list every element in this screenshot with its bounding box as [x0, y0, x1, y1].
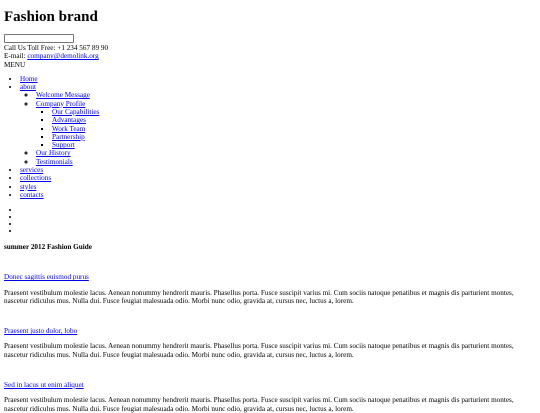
nav-link-about[interactable]: about [20, 83, 36, 92]
nav-item-company-profile [36, 100, 536, 150]
nav-item-contacts [20, 191, 536, 199]
nav-link-work-team[interactable]: Work Team [52, 124, 86, 133]
company-profile-submenu [36, 108, 536, 149]
nav-link-history[interactable]: Our History [36, 149, 71, 158]
nav-item-capabilities [52, 108, 536, 116]
post [4, 327, 536, 359]
email-label: E-mail: [4, 52, 28, 61]
nav-link-testimonials[interactable]: Testimonials [36, 157, 73, 166]
nav-link-partnership[interactable]: Partnership [52, 132, 85, 141]
nav-item-services [20, 166, 536, 174]
about-submenu [20, 91, 536, 166]
nav-link-capabilities[interactable]: Our Capabilities [52, 107, 100, 116]
post-title-link[interactable]: Praesent justo dolor, lobo [4, 327, 78, 336]
search-input[interactable] [4, 34, 74, 43]
nav-link-collections[interactable]: collections [20, 174, 52, 183]
nav-item-home [20, 75, 536, 83]
nav-item-about [20, 83, 536, 166]
site-title: Fashion brand [4, 9, 98, 25]
nav-item-collections [20, 174, 536, 182]
main-nav [4, 75, 536, 199]
nav-item-testimonials [36, 158, 536, 166]
nav-item-partnership [52, 133, 536, 141]
post-title-link[interactable]: Sed in lacus ut enim aliquet [4, 381, 84, 390]
email-line [4, 52, 536, 60]
nav-item-history [36, 149, 536, 157]
slider-dot[interactable] [20, 213, 536, 220]
nav-link-styles[interactable]: styles [20, 182, 37, 191]
nav-link-services[interactable]: services [20, 165, 44, 174]
slider-dot[interactable] [20, 227, 536, 234]
post-text: Praesent vestibulum molestie lacus. Aenean nonummy hendrerit mauris. Phasellus porta. Fusce suscipit varius mi. Cum sociis natoque penatibus et magnis dis parturient montes, nascetur ridiculus mus. Nulla dui. Fusce feugiat malesuada odio. Morbi nunc odio, gravida at, cursus nec, luctus a, lorem. [4, 288, 514, 305]
post-text: Praesent vestibulum molestie lacus. Aenean nonummy hendrerit mauris. Phasellus porta. Fusce suscipit varius mi. Cum sociis natoque penatibus et magnis dis parturient montes, nascetur ridiculus mus. Nulla dui. Fusce feugiat malesuada odio. Morbi nunc odio, gravida at, cursus nec, luctus a, lorem. [4, 342, 514, 359]
slider-dot[interactable] [20, 220, 536, 227]
email-link[interactable]: company@demolink.org [27, 52, 99, 61]
section-title: summer 2012 Fashion Guide [4, 243, 92, 252]
nav-link-advantages[interactable]: Advantages [52, 116, 86, 125]
post [4, 381, 536, 413]
nav-link-support[interactable]: Support [52, 141, 75, 150]
nav-item-styles [20, 183, 536, 191]
post-text: Praesent vestibulum molestie lacus. Aenean nonummy hendrerit mauris. Phasellus porta. Fusce suscipit varius mi. Cum sociis natoque penatibus et magnis dis parturient montes, nascetur ridiculus mus. Nulla dui. Fusce feugiat malesuada odio. Morbi nunc odio, gravida at, cursus nec, luctus a, lorem. [4, 396, 514, 413]
post-title-link[interactable]: Donec sagittis euismod purus [4, 273, 89, 282]
nav-link-home[interactable]: Home [20, 74, 38, 83]
nav-link-welcome[interactable]: Welcome Message [36, 91, 90, 100]
slider-pager [4, 206, 536, 236]
nav-item-advantages [52, 116, 536, 124]
nav-link-contacts[interactable]: contacts [20, 190, 44, 199]
nav-item-work-team [52, 125, 536, 133]
nav-item-welcome [36, 91, 536, 99]
nav-link-company-profile[interactable]: Company Profile [36, 99, 86, 108]
post [4, 273, 536, 305]
slider-dot[interactable] [20, 206, 536, 213]
menu-label: MENU [4, 60, 26, 69]
phone-line: Call Us Toll Free: +1 234 567 89 90 [4, 44, 109, 52]
nav-item-support [52, 141, 536, 149]
